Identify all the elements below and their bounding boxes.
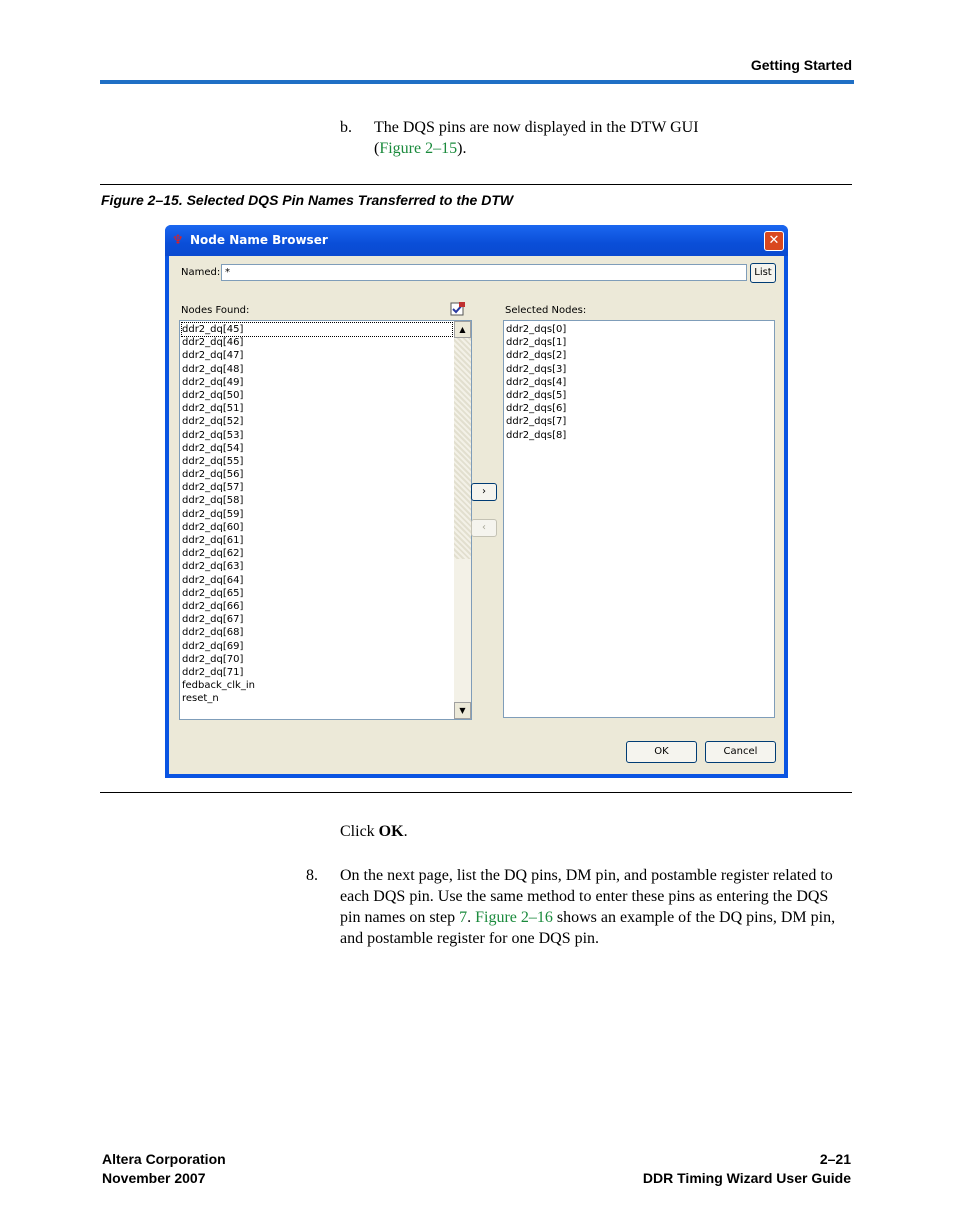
- figure-caption: Figure 2–15. Selected DQS Pin Names Transferred to the DTW: [101, 192, 514, 208]
- close-button[interactable]: ✕: [764, 231, 784, 251]
- header-rule: [100, 80, 854, 84]
- list-item[interactable]: ddr2_dqs[8]: [506, 429, 567, 441]
- list-item[interactable]: ddr2_dq[53]: [182, 429, 244, 441]
- list-item[interactable]: ddr2_dq[68]: [182, 627, 244, 639]
- move-right-button[interactable]: ›: [471, 483, 497, 501]
- scroll-down-arrow-icon[interactable]: ▼: [454, 702, 471, 719]
- step-8-number: 8.: [306, 867, 318, 884]
- selected-nodes-list[interactable]: [503, 320, 775, 718]
- select-all-icon[interactable]: [450, 301, 466, 317]
- list-item[interactable]: ddr2_dq[56]: [182, 469, 244, 481]
- list-item[interactable]: ddr2_dq[54]: [182, 442, 244, 454]
- list-item[interactable]: ddr2_dq[61]: [182, 535, 244, 546]
- nodes-found-scrollbar[interactable]: [454, 321, 471, 719]
- list-item[interactable]: ddr2_dqs[7]: [506, 416, 567, 428]
- list-item[interactable]: ddr2_dqs[2]: [506, 350, 567, 362]
- list-item[interactable]: ddr2_dqs[0]: [506, 324, 567, 335]
- footer-left: [102, 1150, 226, 1188]
- list-item[interactable]: ddr2_dq[69]: [182, 640, 244, 652]
- list-item[interactable]: ddr2_dq[45]: [182, 323, 452, 336]
- nodes-found-list[interactable]: [179, 320, 472, 720]
- dialog-client-area: [169, 256, 784, 774]
- list-item[interactable]: ddr2_dqs[1]: [506, 337, 567, 349]
- list-item[interactable]: ddr2_dq[63]: [182, 561, 244, 573]
- list-item[interactable]: ddr2_dq[50]: [182, 389, 244, 401]
- figure-2-16-link[interactable]: Figure 2–16: [475, 909, 553, 926]
- step-8-text-before: On the next page, list the DQ pins, DM pin, and postamble register related to each DQS pin. Use the same method to enter these pins as entering the DQS pin names on step: [340, 867, 833, 926]
- list-item[interactable]: ddr2_dq[49]: [182, 376, 244, 388]
- node-name-browser-dialog: [165, 225, 788, 778]
- list-item[interactable]: ddr2_dq[59]: [182, 508, 244, 520]
- footer-guide-title: DDR Timing Wizard User Guide: [642, 1170, 851, 1186]
- dialog-titlebar[interactable]: [165, 225, 788, 256]
- step-8-text-after: shows an example of the DQ pins, DM pin, and postamble register for one DQS pin.: [340, 909, 836, 947]
- nodes-found-items: [182, 323, 452, 705]
- list-item[interactable]: ddr2_dqs[5]: [506, 389, 567, 401]
- selected-nodes-items: [506, 323, 566, 442]
- list-item[interactable]: ddr2_dq[47]: [182, 350, 244, 362]
- nodes-found-label: Nodes Found:: [181, 305, 250, 316]
- list-item[interactable]: ddr2_dq[60]: [182, 521, 244, 533]
- step-8-mid: .: [467, 909, 476, 926]
- footer-right: [560, 1150, 851, 1188]
- paren-open: (: [374, 140, 380, 157]
- list-item[interactable]: ddr2_dq[52]: [182, 416, 244, 428]
- scrollbar-thumb[interactable]: [454, 338, 471, 559]
- list-button[interactable]: List: [750, 263, 776, 283]
- list-item[interactable]: ddr2_dq[55]: [182, 455, 244, 467]
- list-item[interactable]: ddr2_dq[71]: [182, 666, 244, 678]
- scroll-up-arrow-icon[interactable]: ▲: [454, 321, 471, 338]
- click-ok-bold: OK: [378, 823, 404, 840]
- list-item[interactable]: reset_n: [182, 693, 219, 705]
- move-left-button[interactable]: ‹: [471, 519, 497, 537]
- named-input[interactable]: *: [221, 264, 747, 281]
- step-b-label: b.: [340, 119, 352, 136]
- footer-company: Altera Corporation: [102, 1151, 226, 1167]
- dialog-title: Node Name Browser: [190, 233, 328, 247]
- list-item[interactable]: ddr2_dq[67]: [182, 614, 244, 626]
- list-item[interactable]: ddr2_dq[51]: [182, 403, 244, 415]
- list-item[interactable]: ddr2_dqs[4]: [506, 376, 567, 388]
- step-b-paragraph: [340, 117, 820, 159]
- running-header: Getting Started: [750, 57, 852, 73]
- named-label: Named:: [181, 267, 221, 278]
- figure-top-rule: [100, 184, 852, 185]
- list-item[interactable]: ddr2_dq[58]: [182, 495, 244, 507]
- list-item[interactable]: ddr2_dqs[3]: [506, 363, 567, 375]
- figure-2-15-link[interactable]: Figure 2–15: [379, 140, 458, 157]
- quartus-app-icon: ♆: [172, 233, 184, 248]
- list-item[interactable]: ddr2_dq[46]: [182, 337, 244, 349]
- list-item[interactable]: ddr2_dq[57]: [182, 482, 244, 494]
- footer-page-number: 2–21: [819, 1151, 851, 1167]
- figure-bottom-rule: [100, 792, 852, 793]
- list-item[interactable]: fedback_clk_in: [182, 680, 255, 692]
- list-item[interactable]: ddr2_dq[62]: [182, 548, 244, 560]
- list-item[interactable]: ddr2_dq[48]: [182, 363, 244, 375]
- click-ok-prefix: Click: [340, 823, 379, 840]
- list-item[interactable]: ddr2_dq[66]: [182, 600, 244, 612]
- footer-date: November 2007: [102, 1170, 206, 1186]
- ok-button[interactable]: OK: [626, 741, 697, 763]
- step-8-paragraph: [306, 865, 852, 949]
- list-item[interactable]: ddr2_dqs[6]: [506, 403, 567, 415]
- step-7-link[interactable]: 7: [459, 909, 468, 926]
- step-b-text: The DQS pins are now displayed in the DTW GUI: [374, 119, 699, 136]
- list-item[interactable]: ddr2_dq[70]: [182, 653, 244, 665]
- list-item[interactable]: ddr2_dq[64]: [182, 574, 244, 586]
- paren-close: ).: [457, 140, 467, 157]
- list-item[interactable]: ddr2_dq[65]: [182, 587, 244, 599]
- cancel-button[interactable]: Cancel: [705, 741, 776, 763]
- click-ok-instruction: [340, 823, 408, 841]
- selected-nodes-label: Selected Nodes:: [505, 305, 587, 316]
- click-ok-suffix: .: [403, 823, 408, 840]
